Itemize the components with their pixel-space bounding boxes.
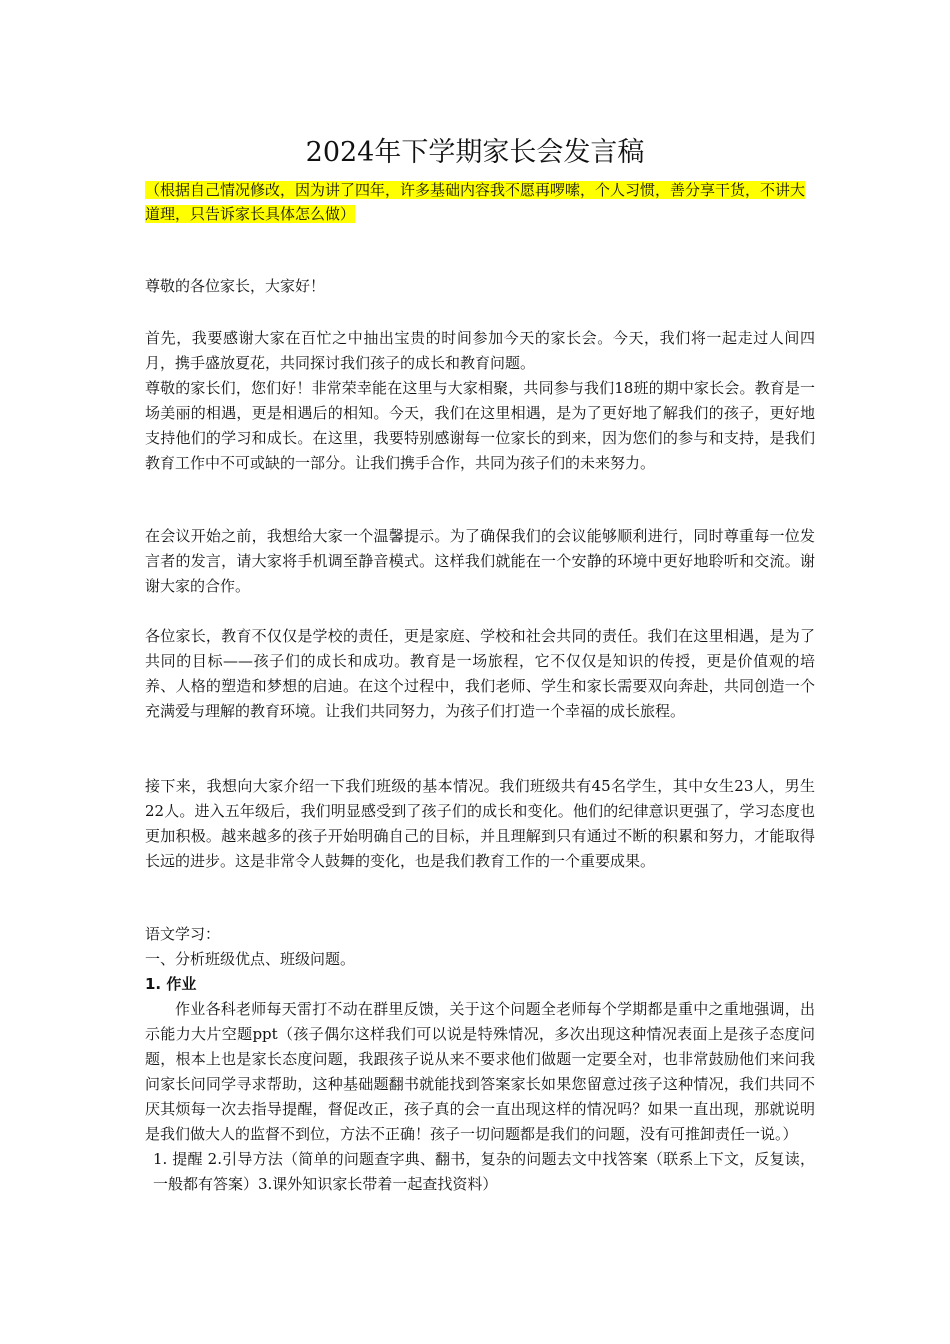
class-info-block (145, 774, 815, 874)
greeting: 尊敬的各位家长，大家好！ (145, 277, 326, 295)
education-block (145, 624, 815, 724)
paragraph-5: 接下来，我想向大家介绍一下我们班级的基本情况。我们班级共有45名学生，其中女生23人，男生22人。进入五年级后，我们明显感受到了孩子们的成长和变化。他们的纪律意识更强了，学习态度也更加积极。越来越多的孩子开始明确自己的目标，并且理解到只有通过不断的积累和努力，才能取得长远的进步。这是非常令人鼓舞的变化，也是我们教育工作的一个重要成果。 (145, 777, 815, 870)
document-title: 2024年下学期家长会发言稿 (305, 137, 645, 168)
section-heading-one: 一、分析班级优点、班级问题。 (145, 950, 356, 968)
reminder-block (145, 524, 815, 599)
greeting-block (145, 274, 815, 299)
chinese-study-section (145, 922, 815, 1197)
section-label: 语文学习： (145, 925, 221, 943)
item-1-list: 1. 提醒 2.引导方法（简单的问题查字典、翻书，复杂的问题去文中找答案（联系上下文，反复读，一般都有答案）3.课外知识家长带着一起查找资料） (153, 1150, 815, 1193)
paragraph-2: 尊敬的家长们，您们好！非常荣幸能在这里与大家相聚，共同参与我们18班的期中家长会。教育是一场美丽的相遇，更是相遇后的相知。今天，我们在这里相遇，是为了更好地了解我们的孩子，更好地支持他们的学习和成长。在这里，我要特别感谢每一位家长的到来，因为您们的参与和支持，是我们教育工作中不可或缺的一部分。让我们携手合作，共同为孩子们的未来努力。 (145, 379, 815, 472)
paragraph-1: 首先，我要感谢大家在百忙之中抽出宝贵的时间参加今天的家长会。今天，我们将一起走过人间四月，携手盛放夏花，共同探讨我们孩子的成长和教育问题。 (145, 329, 815, 372)
highlighted-note (145, 178, 815, 226)
note-text: （根据自己情况修改，因为讲了四年，许多基础内容我不愿再啰嗦，个人习惯，善分享干货，不讲大道理，只告诉家长具体怎么做） (145, 181, 806, 223)
intro-block (145, 326, 815, 476)
paragraph-4: 各位家长，教育不仅仅是学校的责任，更是家庭、学校和社会共同的责任。我们在这里相遇，是为了共同的目标——孩子们的成长和成功。教育是一场旅程，它不仅仅是知识的传授，更是价值观的培养、人格的塑造和梦想的启迪。在这个过程中，我们老师、学生和家长需要双向奔赴，共同创造一个充满爱与理解的教育环境。让我们共同努力，为孩子们打造一个幸福的成长旅程。 (145, 627, 815, 720)
item-1-heading: 1. 作业 (145, 975, 197, 993)
item-1-body: 作业各科老师每天雷打不动在群里反馈，关于这个问题全老师每个学期都是重中之重地强调，出示能力大片空题ppt（孩子偶尔这样我们可以说是特殊情况，多次出现这种情况表面上是孩子态度问题，根本上也是家长态度问题，我跟孩子说从来不要求他们做题一定要全对，也非常鼓励他们来问我问家长问同学寻求帮助，这种基础题翻书就能找到答案家长如果您留意过孩子这种情况，我们共同不厌其烦每一次去指导提醒，督促改正，孩子真的会一直出现这样的情况吗？如果一直出现，那就说明是我们做大人的监督不到位，方法不正确！孩子一切问题都是我们的问题，没有可推卸责任一说。） (145, 1000, 815, 1143)
paragraph-3: 在会议开始之前，我想给大家一个温馨提示。为了确保我们的会议能够顺利进行，同时尊重每一位发言者的发言，请大家将手机调至静音模式。这样我们就能在一个安静的环境中更好地聆听和交流。谢谢大家的合作。 (145, 527, 815, 595)
